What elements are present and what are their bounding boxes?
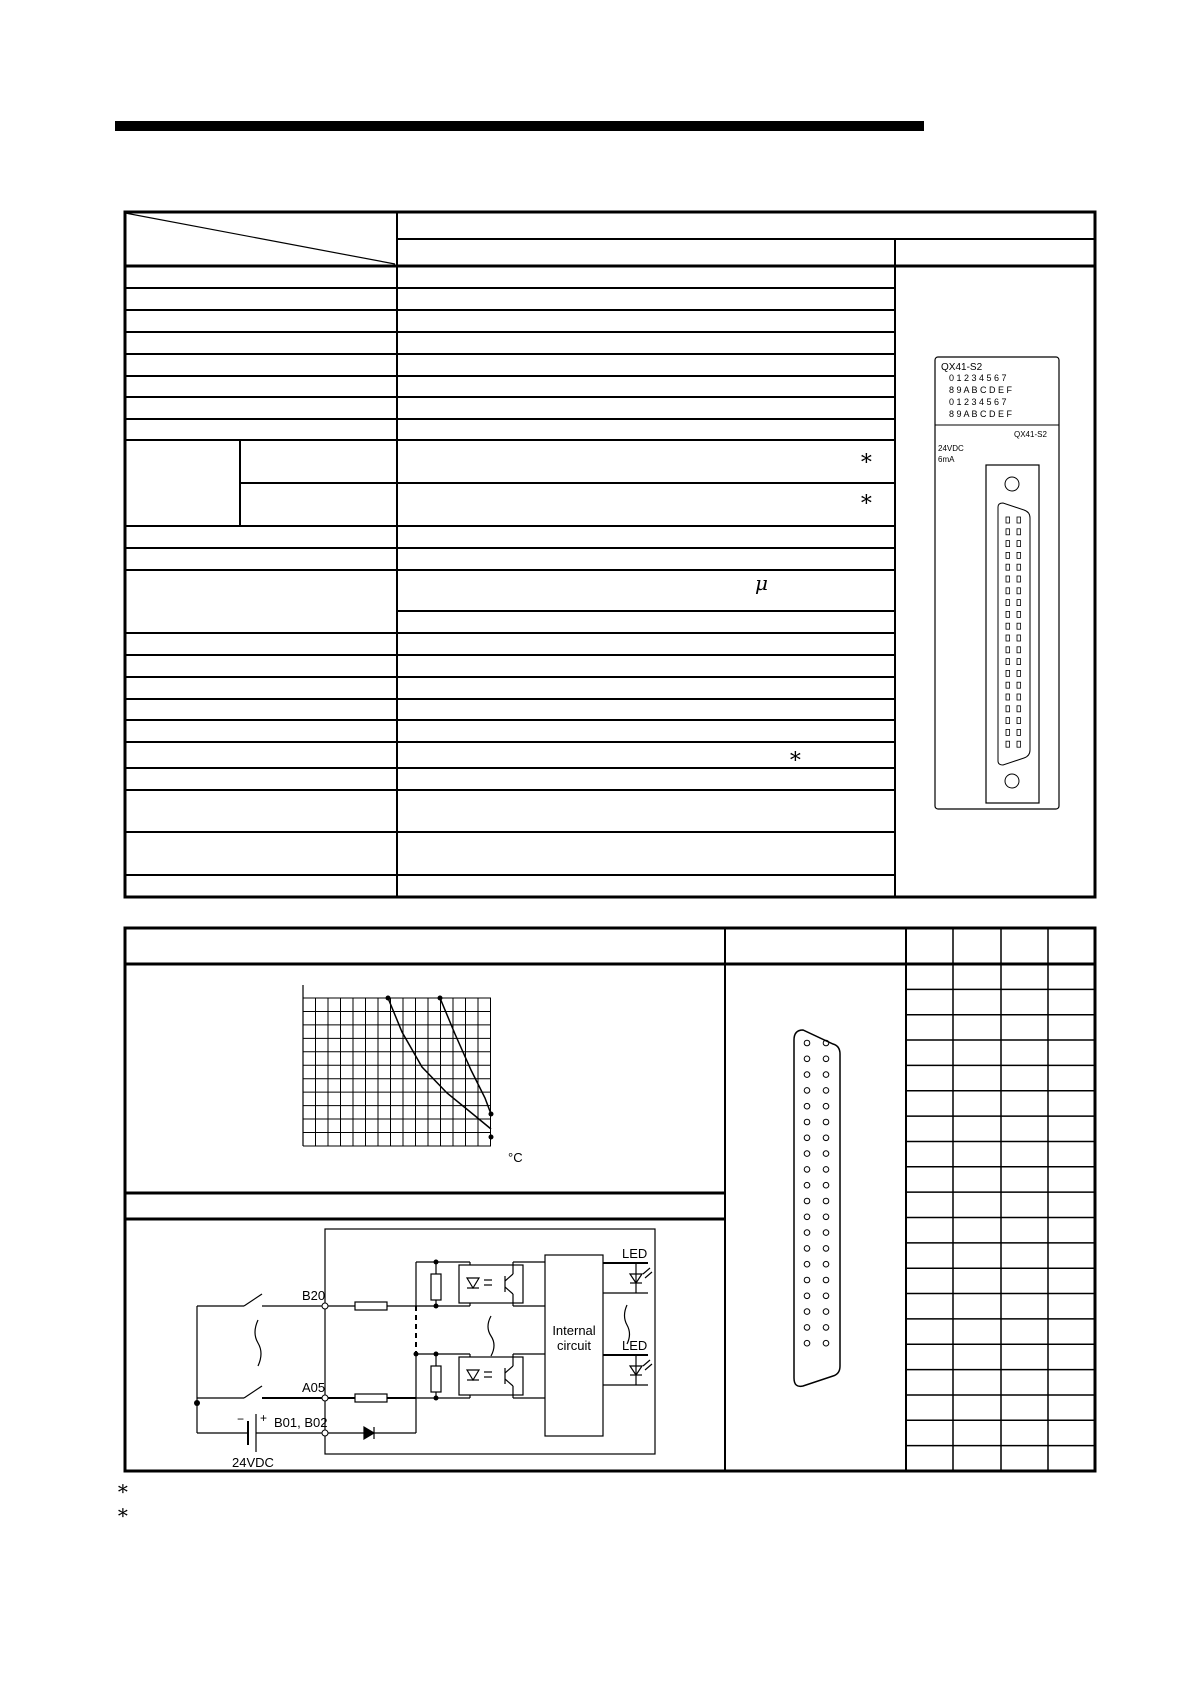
header-diagonal — [125, 213, 395, 264]
panel-pin — [1006, 670, 1010, 676]
rating-current: 6mA — [938, 455, 955, 464]
panel-pin — [1017, 541, 1021, 547]
dsub-pin — [823, 1246, 829, 1252]
dsub-pins — [804, 1040, 829, 1346]
dsub-pin — [804, 1151, 810, 1157]
dsub-pin — [823, 1340, 829, 1346]
led-row-4: 8 9 A B C D E F — [949, 409, 1013, 419]
footnote-mark-1: ∗ — [116, 1476, 130, 1500]
panel-pin — [1017, 647, 1021, 653]
panel-pin — [1006, 576, 1010, 582]
dsub-pin — [804, 1119, 810, 1125]
dsub-pin — [823, 1135, 829, 1141]
connector-housing — [986, 465, 1039, 803]
dsub-pin — [823, 1167, 829, 1173]
panel-pin — [1017, 718, 1021, 724]
panel-pin — [1006, 588, 1010, 594]
dsub-pin — [823, 1214, 829, 1220]
panel-pin — [1017, 529, 1021, 535]
battery-plus: + — [260, 1411, 268, 1425]
led-row-1: 0 1 2 3 4 5 6 7 — [949, 373, 1007, 383]
dsub-pin — [804, 1309, 810, 1315]
panel-pin — [1017, 670, 1021, 676]
panel-pin — [1006, 600, 1010, 606]
asterisk-mark-3: ∗ — [788, 744, 803, 769]
dsub-pin — [823, 1088, 829, 1094]
dsub-pin — [804, 1261, 810, 1267]
panel-pin — [1006, 564, 1010, 570]
switch-bottom — [244, 1386, 262, 1398]
internal-circuit-line2: circuit — [557, 1338, 591, 1353]
panel-pin — [1006, 741, 1010, 747]
dsub-pin — [823, 1325, 829, 1331]
asterisk-mark-2: ∗ — [859, 487, 874, 512]
dsub-pin — [823, 1277, 829, 1283]
panel-pin — [1006, 729, 1010, 735]
dsub-pin — [804, 1340, 810, 1346]
panel-pin — [1006, 694, 1010, 700]
dsub-pin — [804, 1214, 810, 1220]
dsub-pin — [804, 1056, 810, 1062]
connector-pins — [1006, 517, 1021, 747]
panel-pin — [1017, 552, 1021, 558]
mu-symbol: μ — [755, 571, 768, 595]
dsub-pin — [823, 1103, 829, 1109]
module-model-label: QX41-S2 — [1014, 430, 1047, 439]
led-label-bottom: LED — [622, 1338, 648, 1353]
terminal-power: B01, B02 — [274, 1415, 328, 1430]
dsub-pin — [823, 1230, 829, 1236]
module-model-name: QX41-S2 — [941, 362, 983, 373]
panel-pin — [1017, 741, 1021, 747]
dsub-pin — [823, 1119, 829, 1125]
panel-pin — [1017, 682, 1021, 688]
panel-pin — [1017, 659, 1021, 665]
led-label-top: LED — [622, 1246, 648, 1261]
dsub-pin — [804, 1277, 810, 1283]
panel-pin — [1006, 706, 1010, 712]
panel-pin — [1017, 564, 1021, 570]
panel-pin — [1006, 718, 1010, 724]
panel-pin — [1006, 659, 1010, 665]
connector-body — [998, 503, 1030, 765]
asterisk-mark-1: ∗ — [859, 446, 874, 471]
panel-pin — [1017, 611, 1021, 617]
dsub-pin — [823, 1151, 829, 1157]
panel-pin — [1017, 517, 1021, 523]
dsub-pin — [823, 1182, 829, 1188]
dsub-pin — [823, 1293, 829, 1299]
dsub-pin — [804, 1198, 810, 1204]
panel-pin — [1006, 541, 1010, 547]
switch-top — [244, 1294, 262, 1306]
dsub-pin — [804, 1040, 810, 1046]
dsub-pin — [804, 1072, 810, 1078]
panel-pin — [1017, 694, 1021, 700]
dsub-pin — [804, 1103, 810, 1109]
supply-voltage: 24VDC — [232, 1455, 274, 1470]
dsub-pin — [804, 1325, 810, 1331]
panel-pin — [1006, 529, 1010, 535]
terminal-b20: B20 — [302, 1288, 326, 1303]
panel-pin — [1017, 706, 1021, 712]
derating-and-pin-table — [125, 928, 1095, 1471]
dsub-pin — [823, 1198, 829, 1204]
wave-omission-middle — [488, 1316, 494, 1356]
module-front-panel — [935, 357, 1059, 809]
dsub-pin — [804, 1230, 810, 1236]
dsub-pin — [804, 1135, 810, 1141]
panel-pin — [1006, 623, 1010, 629]
footnote-mark-2: ∗ — [116, 1500, 130, 1524]
dsub-pin — [804, 1182, 810, 1188]
panel-pin — [1017, 576, 1021, 582]
connector-pin-diagram — [794, 1030, 840, 1386]
connector-screw-bottom — [1005, 774, 1019, 788]
section-heading-bar — [115, 121, 924, 131]
dsub-pin — [823, 1056, 829, 1062]
connector-screw-top — [1005, 477, 1019, 491]
panel-pin — [1006, 647, 1010, 653]
panel-pin — [1017, 729, 1021, 735]
panel-pin — [1006, 635, 1010, 641]
dsub-pin — [823, 1309, 829, 1315]
dsub-pin — [804, 1167, 810, 1173]
panel-pin — [1006, 611, 1010, 617]
dsub-pin — [823, 1261, 829, 1267]
led-row-2: 8 9 A B C D E F — [949, 385, 1013, 395]
panel-pin — [1017, 600, 1021, 606]
dsub-pin — [804, 1293, 810, 1299]
battery-minus: − — [237, 1412, 245, 1426]
internal-circuit-line1: Internal — [552, 1323, 596, 1338]
spec-row-lines — [125, 288, 895, 875]
dsub-pin — [804, 1246, 810, 1252]
panel-pin — [1006, 682, 1010, 688]
terminal-a05: A05 — [302, 1380, 326, 1395]
dsub-pin — [804, 1088, 810, 1094]
panel-pin — [1017, 635, 1021, 641]
panel-pin — [1017, 588, 1021, 594]
panel-pin — [1017, 623, 1021, 629]
dsub-pin — [823, 1072, 829, 1078]
rating-voltage: 24VDC — [938, 444, 964, 453]
led-row-3: 0 1 2 3 4 5 6 7 — [949, 397, 1007, 407]
wave-omission-left — [255, 1320, 261, 1366]
panel-pin — [1006, 517, 1010, 523]
derating-x-unit: °C — [508, 1150, 523, 1165]
panel-pin — [1006, 552, 1010, 558]
derating-chart — [303, 985, 523, 1165]
diode — [364, 1427, 374, 1439]
specification-table — [125, 212, 1095, 897]
